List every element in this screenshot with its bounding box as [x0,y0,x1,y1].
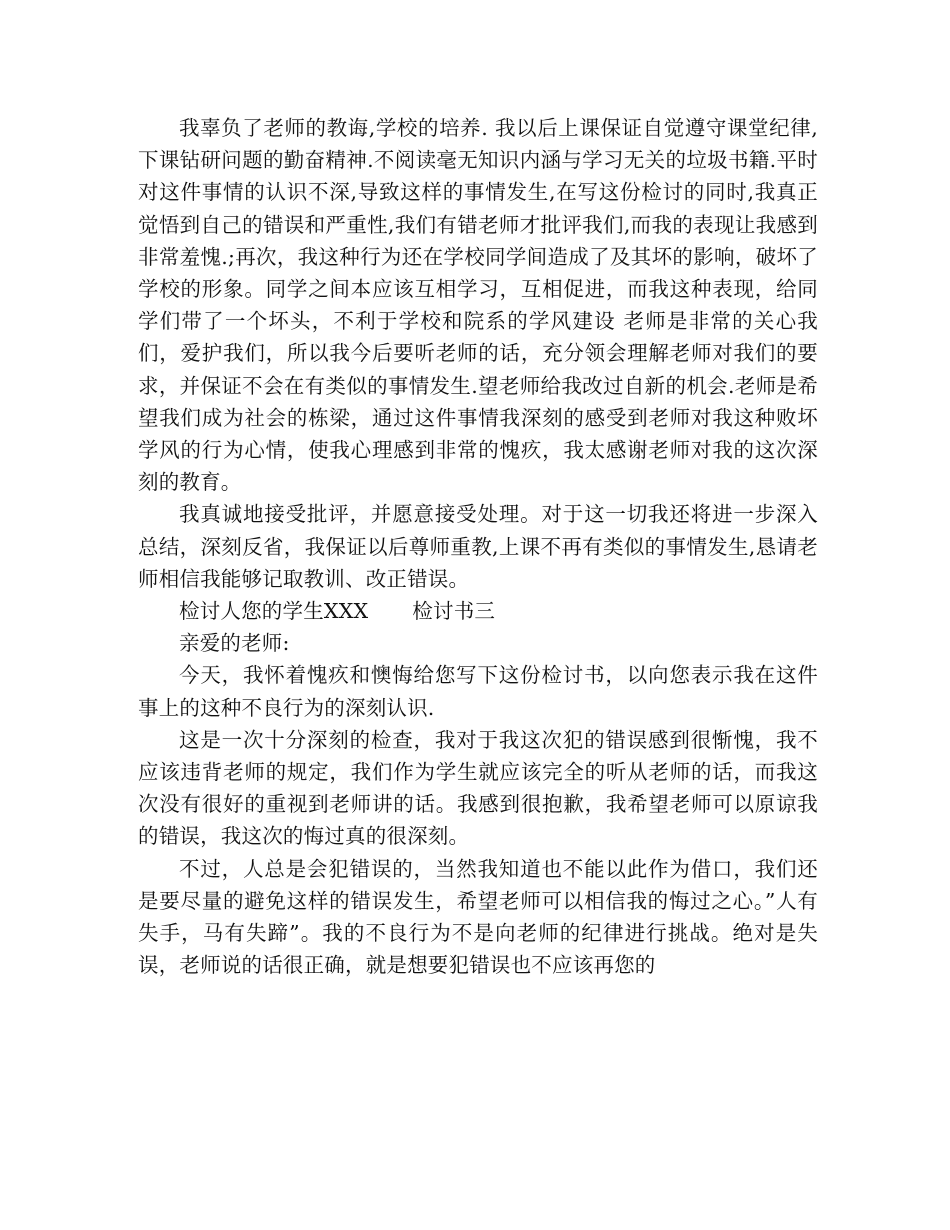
document-body [138,112,818,981]
next-section-title: 检讨书三 [412,599,496,624]
paragraph-4: 这是一次十分深刻的检查，我对于我这次犯的错误感到很惭愧，我不应该违背老师的规定，我们作为学生就应该完全的听从老师的话，而我这次没有很好的重视到老师讲的话。我感到很抱歉，我希望老师可以原谅我的错误，我这次的悔过真的很深刻。 [138,727,818,849]
paragraph-1: 我辜负了老师的教诲,学校的培养. 我以后上课保证自觉遵守课堂纪律,下课钻研问题的勤奋精神.不阅读毫无知识内涵与学习无关的垃圾书籍.平时对这件事情的认识不深,导致这样的事情发生,在写这份检讨的同时,我真正觉悟到自己的错误和严重性,我们有错老师才批评我们,而我的表现让我感到非常羞愧.;再次，我这种行为还在学校同学间造成了及其坏的影响，破坏了学校的形象。同学之间本应该互相学习，互相促进，而我这种表现，给同学们带了一个坏头，不利于学校和院系的学风建设 老师是非常的关心我们，爱护我们，所以我今后要听老师的话，充分领会理解老师对我们的要求，并保证不会在有类似的事情发生.望老师给我改过自新的机会.老师是希望我们成为社会的栋梁，通过这件事情我深刻的感受到老师对我这种败坏学风的行为心情，使我心理感到非常的愧疚，我太感谢老师对我的这次深刻的教育。 [138,116,818,495]
paragraph-3: 今天，我怀着愧疚和懊悔给您写下这份检讨书，以向您表示我在这件事上的这种不良行为的深刻认识. [138,663,818,720]
paragraph-2: 我真诚地接受批评，并愿意接受处理。对于这一切我还将进一步深入总结，深刻反省，我保证以后尊师重教,上课不再有类似的事情发生,恳请老师相信我能够记取教训、改正错误。 [138,502,818,591]
paragraph-5: 不过，人总是会犯错误的，当然我知道也不能以此作为借口，我们还是要尽量的避免这样的错误发生，希望老师可以相信我的悔过之心。”人有失手，马有失蹄”。我的不良行为不是向老师的纪律进行挑战。绝对是失误，老师说的话很正确，就是想要犯错误也不应该再您的 [138,856,818,978]
signature-line [138,595,818,627]
salutation: 亲爱的老师: [179,631,290,656]
signature: 检讨人您的学生XXX [179,599,369,624]
